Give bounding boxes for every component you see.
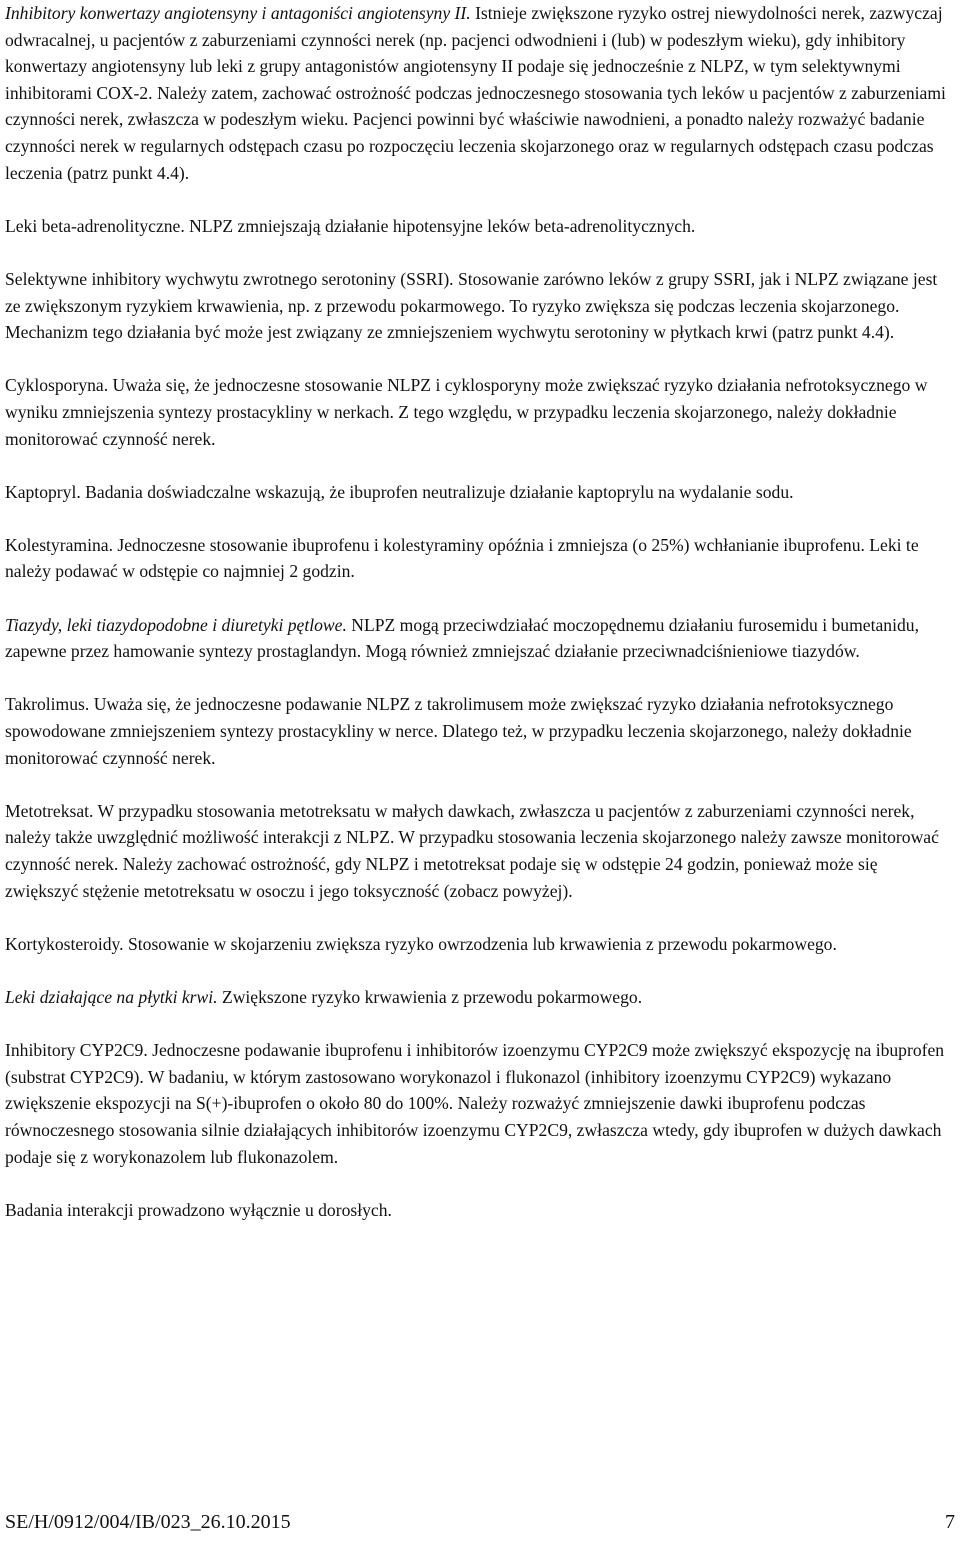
- paragraph-ace-inhibitors: [5, 0, 955, 186]
- paragraph-lead: Kortykosteroidy.: [5, 933, 124, 954]
- paragraph-cholestyramine: [5, 532, 955, 585]
- paragraph-lead: Leki beta-adrenolityczne.: [5, 215, 185, 236]
- paragraph-text: NLPZ zmniejszają działanie hipotensyjne leków beta-adrenolitycznych.: [184, 215, 696, 236]
- paragraph-text: Stosowanie w skojarzeniu zwiększa ryzyko owrzodzenia lub krwawienia z przewodu pokarmowego.: [123, 933, 837, 954]
- paragraph-lead: Inhibitory CYP2C9.: [5, 1040, 148, 1061]
- document-id: SE/H/0912/004/IB/023_26.10.2015: [5, 1511, 291, 1533]
- paragraph-lead: Kolestyramina.: [5, 534, 113, 555]
- page-number: 7: [945, 1511, 955, 1533]
- paragraph-text: W przypadku stosowania metotreksatu w małych dawkach, zwłaszcza u pacjentów z zaburzeniami czynności nerek, należy także uwzględnić możliwość interakcji z NLPZ. W przypadku stosowania leczenia skojarzonego należy zawsze monitorować czynność nerek. Należy zachować ostrożność, gdy NLPZ i metotreksat podaje się w odstępie 24 godzin, ponieważ może się zwiększyć stężenie metotreksatu w osoczu i jego toksyczność (zobacz powyżej).: [5, 800, 939, 901]
- paragraph-lead: Tiazydy, leki tiazydopodobne i diuretyki pętlowe.: [5, 614, 347, 635]
- paragraph-cyp2c9: [5, 1037, 955, 1170]
- paragraph-lead: Cyklosporyna.: [5, 375, 109, 396]
- paragraph-lead: Selektywne inhibitory wychwytu zwrotnego serotoniny (SSRI).: [5, 268, 454, 289]
- paragraph-text: Uważa się, że jednoczesne podawanie NLPZ z takrolimusem może zwiększać ryzyko działania nefrotoksycznego spowodowane zmniejszeniem syntezy prostacykliny w nerce. Dlatego też, w przypadku leczenia skojarzonego, należy dokładnie monitorować czynność nerek.: [5, 694, 912, 768]
- page-footer: [5, 1508, 955, 1536]
- paragraph-text: Badania interakcji prowadzono wyłącznie u dorosłych.: [5, 1199, 392, 1220]
- paragraph-thiazides: [5, 612, 955, 665]
- paragraph-text: Badania doświadczalne wskazują, że ibuprofen neutralizuje działanie kaptoprylu na wydalanie sodu.: [80, 481, 794, 502]
- paragraph-text: Stosowanie zarówno leków z grupy SSRI, jak i NLPZ związane jest ze zwiększonym ryzykiem krwawienia, np. z przewodu pokarmowego. To ryzyko zwiększa się podczas leczenia skojarzonego. Mechanizm tego działania być może jest związany ze zmniejszeniem wychwytu serotoniny w płytkach krwi (patrz punkt 4.4).: [5, 268, 938, 343]
- paragraph-corticosteroids: [5, 931, 955, 958]
- paragraph-tacrolimus: [5, 691, 955, 771]
- paragraph-beta-blockers: [5, 213, 955, 240]
- paragraph-cyclosporine: [5, 372, 955, 452]
- paragraph-text: NLPZ mogą przeciwdziałać moczopędnemu działaniu furosemidu i bumetanidu, zapewne przez hamowanie syntezy prostaglandyn. Mogą również zmniejszać działanie przeciwnadciśnieniowe tiazydów.: [5, 614, 919, 662]
- paragraph-text: Uważa się, że jednoczesne stosowanie NLPZ i cyklosporyny może zwiększać ryzyko działania nefrotoksycznego w wyniku zmniejszenia syntezy prostacykliny w nerkach. Z tego względu, w przypadku leczenia skojarzonego, należy dokładnie monitorować czynność nerek.: [5, 375, 928, 449]
- paragraph-lead: Inhibitory konwertazy angiotensyny i antagoniści angiotensyny II.: [5, 3, 471, 23]
- paragraph-text: Jednoczesne stosowanie ibuprofenu i kolestyraminy opóźnia i zmniejsza (o 25%) wchłanianie ibuprofenu. Leki te należy podawać w odstępie co najmniej 2 godzin.: [5, 534, 919, 582]
- paragraph-antiplatelet: [5, 984, 955, 1011]
- paragraph-lead: Leki działające na płytki krwi.: [5, 986, 218, 1007]
- document-body: [5, 0, 955, 1223]
- paragraph-lead: Kaptopryl.: [5, 481, 81, 502]
- paragraph-methotrexate: [5, 798, 955, 904]
- paragraph-captopril: [5, 479, 955, 506]
- paragraph-ssri: [5, 266, 955, 346]
- paragraph-text: Zwiększone ryzyko krwawienia z przewodu pokarmowego.: [217, 986, 643, 1007]
- paragraph-lead: Metotreksat.: [5, 800, 94, 821]
- paragraph-lead: Takrolimus.: [5, 694, 90, 715]
- paragraph-text: Jednoczesne podawanie ibuprofenu i inhibitorów izoenzymu CYP2C9 może zwiększyć ekspozycję na ibuprofen (substrat CYP2C9). W badaniu, w którym zastosowano worykonazol i flukonazol (inhibitory izoenzymu CYP2C9) wykazano zwiększenie ekspozycji na S(+)-ibuprofen o około 80 do 100%. Należy rozważyć zmniejszenie dawki ibuprofenu podczas równoczesnego stosowania silnie działających inhibitorów izoenzymu CYP2C9, zwłaszcza wtedy, gdy ibuprofen w dużych dawkach podaje się z worykonazolem lub flukonazolem.: [5, 1040, 945, 1167]
- paragraph-text: Istnieje zwiększone ryzyko ostrej niewydolności nerek, zazwyczaj odwracalnej, u pacjentów z zaburzeniami czynności nerek (np. pacjenci odwodnieni i (lub) w podeszłym wieku), gdy inhibitory konwertazy angiotensyny lub leki z grupy antagonistów angiotensyny II podaje się jednocześnie z NLPZ, w tym selektywnymi inhibitorami COX-2. Należy zatem, zachować ostrożność podczas jednoczesnego stosowania tych leków u pacjentów z zaburzeniami czynności nerek, zwłaszcza w podeszłym wieku. Pacjenci powinni być właściwie nawodnieni, a ponadto należy rozważyć badanie czynności nerek w regularnych odstępach czasu po rozpoczęciu leczenia skojarzonego oraz w regularnych odstępach czasu podczas leczenia (patrz punkt 4.4).: [5, 3, 946, 183]
- paragraph-adults-note: [5, 1197, 955, 1224]
